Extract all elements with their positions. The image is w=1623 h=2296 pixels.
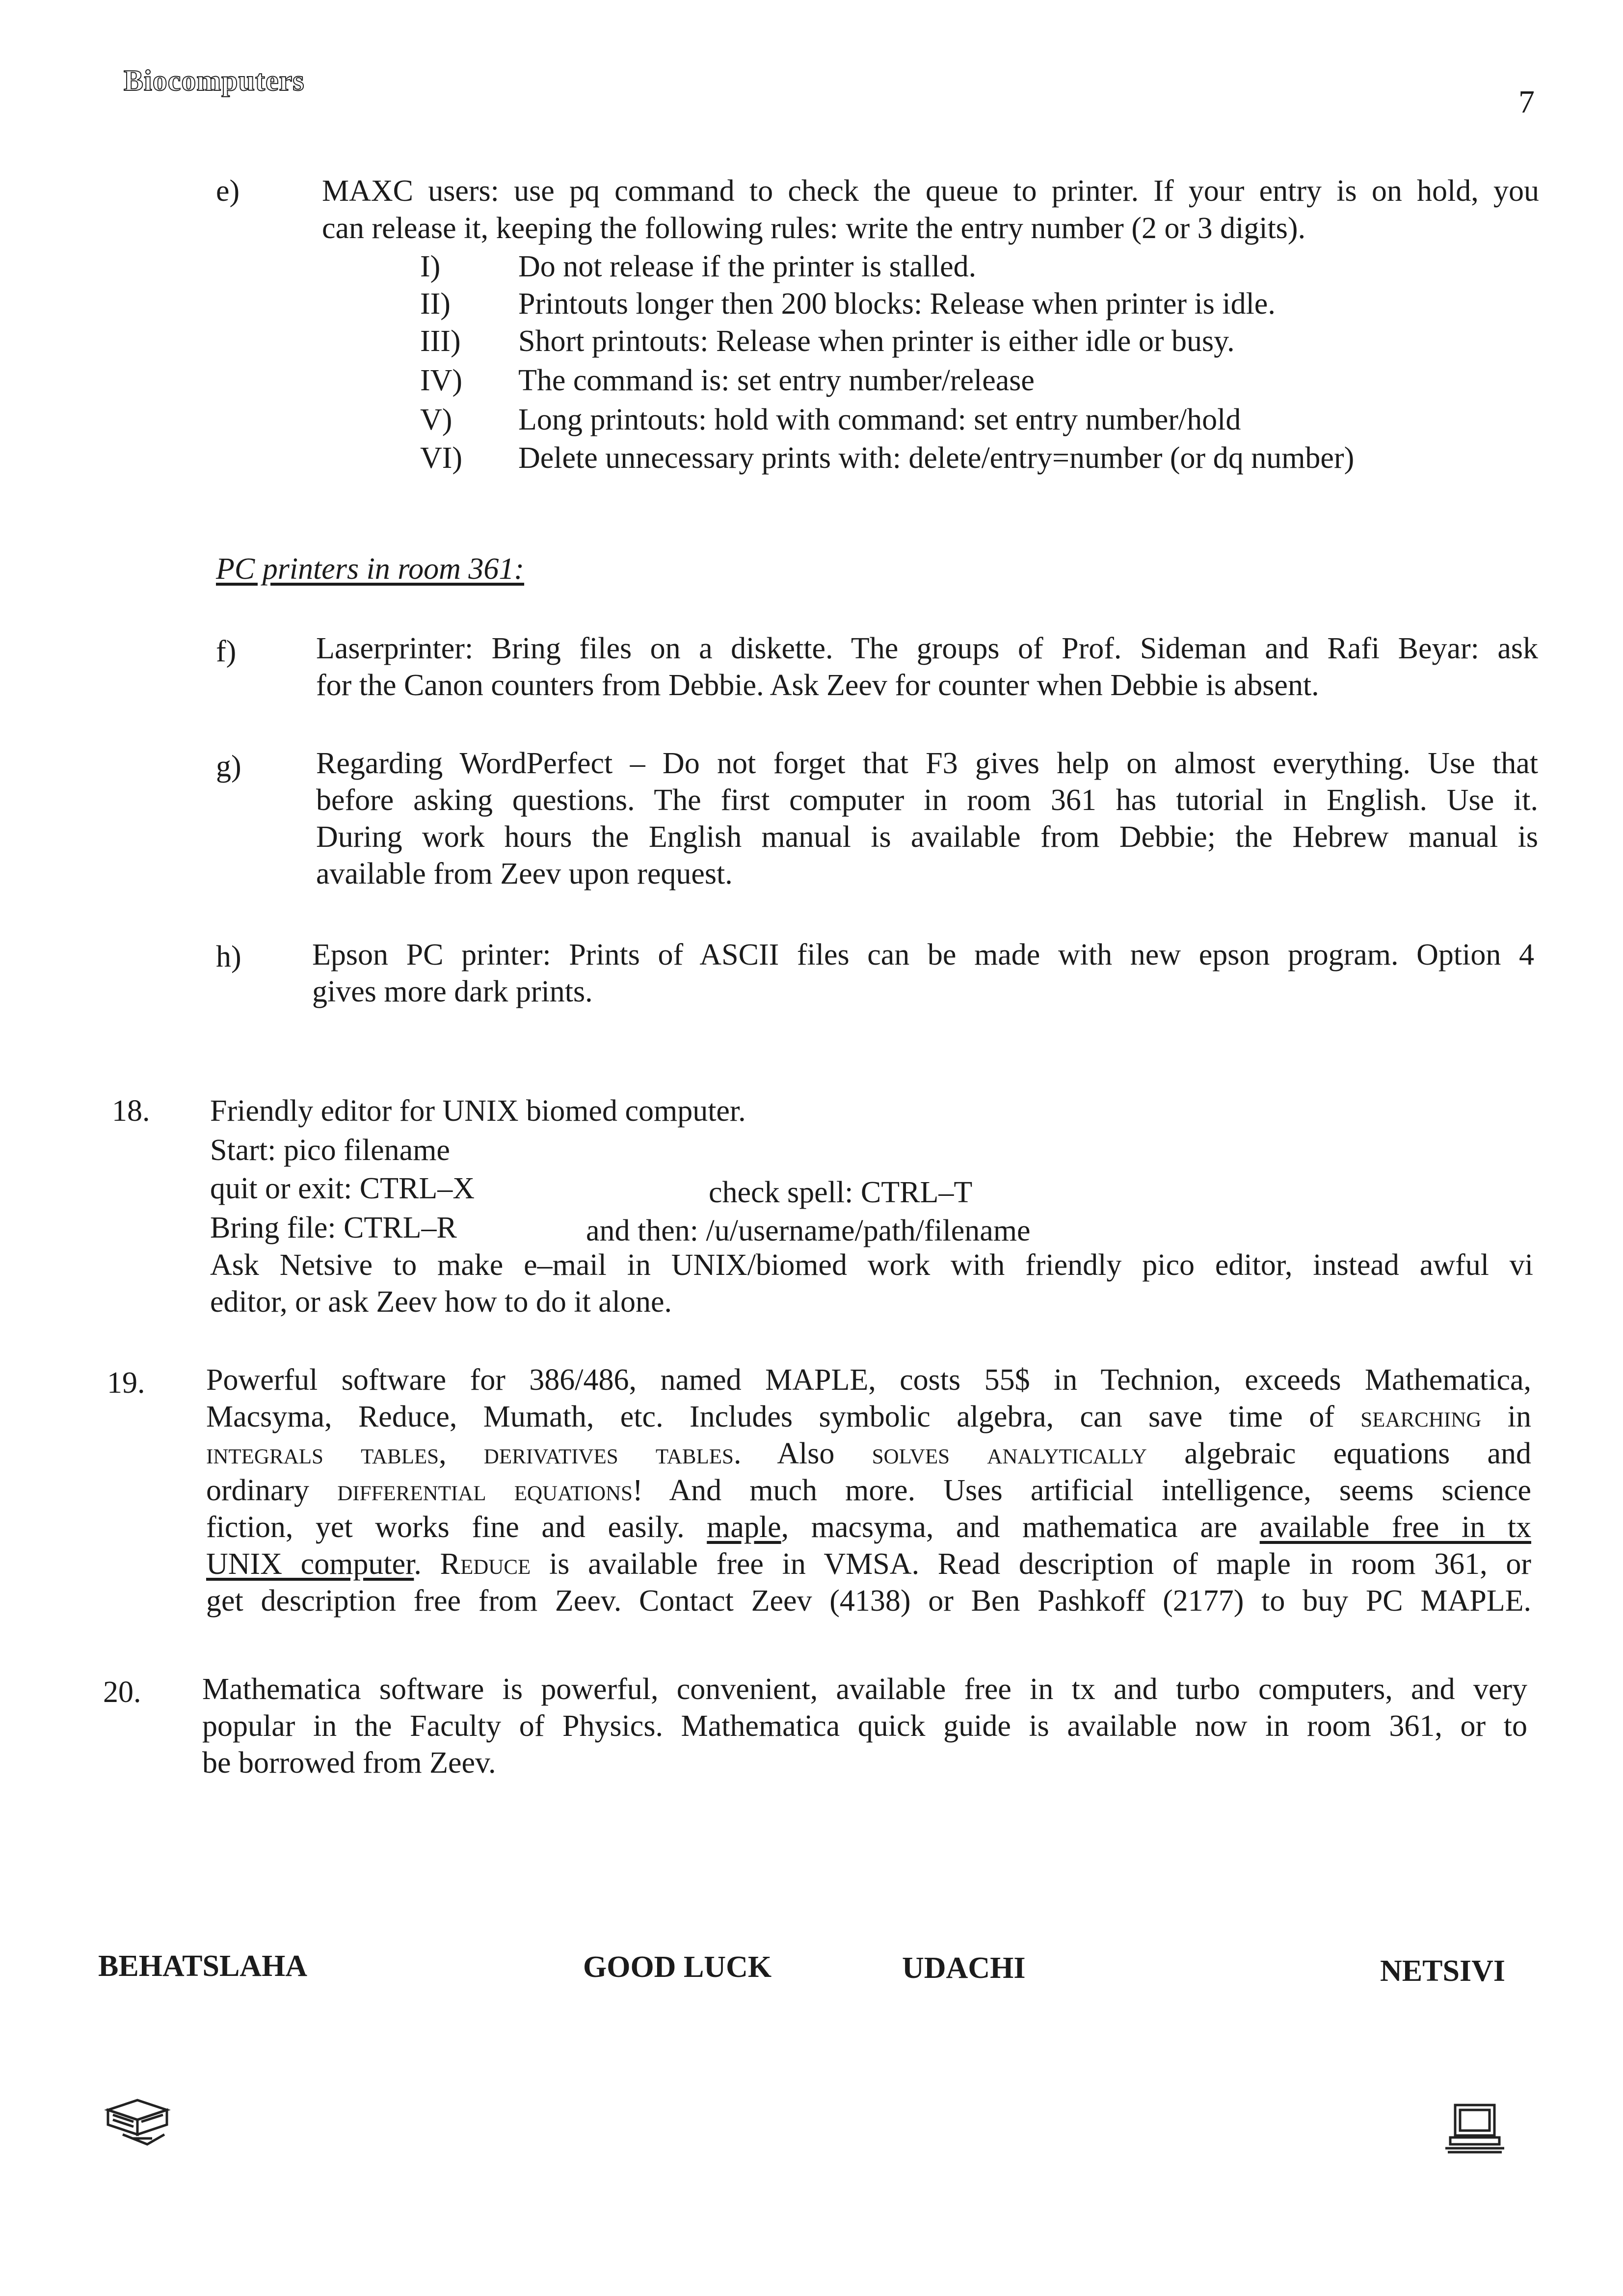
item-f-marker: f) [216,635,237,668]
biocomputers-logo: Biocomputers [124,64,305,97]
item-f-paragraph [316,630,1538,704]
rule-4-num: IV) [420,364,463,397]
item-g-line: During work hours the English manual is available from Debbie; the Hebrew manual is [316,820,1538,854]
rule-1-num: I) [420,250,441,283]
rule-2-num: II) [420,287,451,321]
rule-6-text: Delete unnecessary prints with: delete/entry=number (or dq number) [518,441,1355,475]
page-number: 7 [1518,84,1535,120]
printer-icon [103,2095,172,2149]
rule-3-num: III) [420,324,461,358]
item-g-line: available from Zeev upon request. [316,857,733,891]
item-g-line: before asking questions. The first computer in room 361 has tutorial in English. Use it. [316,783,1538,817]
item-19-line: fiction, yet works fine and easily. maple, macsyma, and mathematica are available free in tx [206,1511,1531,1544]
item-h-line: gives more dark prints. [312,975,593,1008]
rule-6-num: VI) [420,441,463,475]
item-g-paragraph [316,745,1538,892]
item-20-paragraph [202,1671,1527,1782]
rule-5-num: V) [420,403,452,436]
item-e-marker: e) [216,174,240,208]
item-20-line: popular in the Faculty of Physics. Mathematica quick guide is available now in room 361, or to [202,1709,1527,1743]
footer-udachi: UDACHI [902,1951,1026,1985]
rule-3-text: Short printouts: Release when printer is either idle or busy. [518,324,1235,358]
item-g-line: Regarding WordPerfect – Do not forget that F3 gives help on almost everything. Use that [316,747,1538,780]
item-18-paragraph [210,1247,1533,1321]
item-g-marker: g) [216,750,241,783]
item-f-line: Laserprinter: Bring files on a diskette. The groups of Prof. Sideman and Rafi Beyar: ask [316,632,1538,665]
item-18-marker: 18. [112,1094,150,1128]
item-h-marker: h) [216,940,241,973]
item-20-line: Mathematica software is powerful, convenient, available free in tx and turbo computers, and very [202,1673,1527,1706]
item-19-line: get description free from Zeev. Contact Zeev (4138) or Ben Pashkoff (2177) to buy PC MAPLE. [206,1584,1531,1618]
pc-printers-heading: PC printers in room 361: [216,552,525,586]
footer-good-luck: GOOD LUCK [583,1950,772,1984]
item-19-paragraph [206,1362,1531,1620]
item-e-line2: can release it, keeping the following rules: write the entry number (2 or 3 digits). [322,212,1306,245]
rule-4-text: The command is: set entry number/release [518,364,1035,397]
footer-behatslaha: BEHATSLAHA [98,1949,308,1983]
item-19-marker: 19. [107,1366,145,1400]
item-18-title: Friendly editor for UNIX biomed computer. [210,1094,746,1128]
item-e-line1: MAXC users: use pq command to check the queue to printer. If your entry is on hold, you [322,174,1539,208]
item-f-line: for the Canon counters from Debbie. Ask Zeev for counter when Debbie is absent. [316,669,1319,702]
computer-icon [1443,2101,1507,2155]
item-h-line: Epson PC printer: Prints of ASCII files can be made with new epson program. Option 4 [312,938,1534,972]
item-18-check: check spell: CTRL–T [709,1176,973,1209]
item-18-start: Start: pico filename [210,1134,450,1167]
item-h-paragraph [312,937,1534,1010]
item-18-line: Ask Netsive to make e–mail in UNIX/biomed work with friendly pico editor, instead awful vi [210,1248,1533,1282]
item-18-bring: Bring file: CTRL–R [210,1211,457,1244]
item-20-marker: 20. [103,1675,141,1709]
item-18-then: and then: /u/username/path/filename [586,1214,1031,1247]
rule-5-text: Long printouts: hold with command: set entry number/hold [518,403,1241,436]
item-18-line: editor, or ask Zeev how to do it alone. [210,1285,672,1319]
item-19-line: integrals tables, derivatives tables. Also solves analytically algebraic equations and [206,1437,1531,1470]
item-20-line: be borrowed from Zeev. [202,1746,496,1780]
item-19-line: UNIX computer. Reduce is available free in VMSA. Read description of maple in room 361, or [206,1547,1532,1581]
rule-1-text: Do not release if the printer is stalled. [518,250,977,283]
item-19-line: ordinary differential equations! And much more. Uses artificial intelligence, seems science [206,1474,1531,1507]
rule-2-text: Printouts longer then 200 blocks: Release when printer is idle. [518,287,1276,321]
item-18-quit: quit or exit: CTRL–X [210,1172,475,1205]
footer-netsivi: NETSIVI [1380,1954,1505,1988]
item-19-line: Powerful software for 386/486, named MAPLE, costs 55$ in Technion, exceeds Mathematica, [206,1363,1531,1397]
item-19-line: Macsyma, Reduce, Mumath, etc. Includes symbolic algebra, can save time of searching in [206,1400,1531,1433]
